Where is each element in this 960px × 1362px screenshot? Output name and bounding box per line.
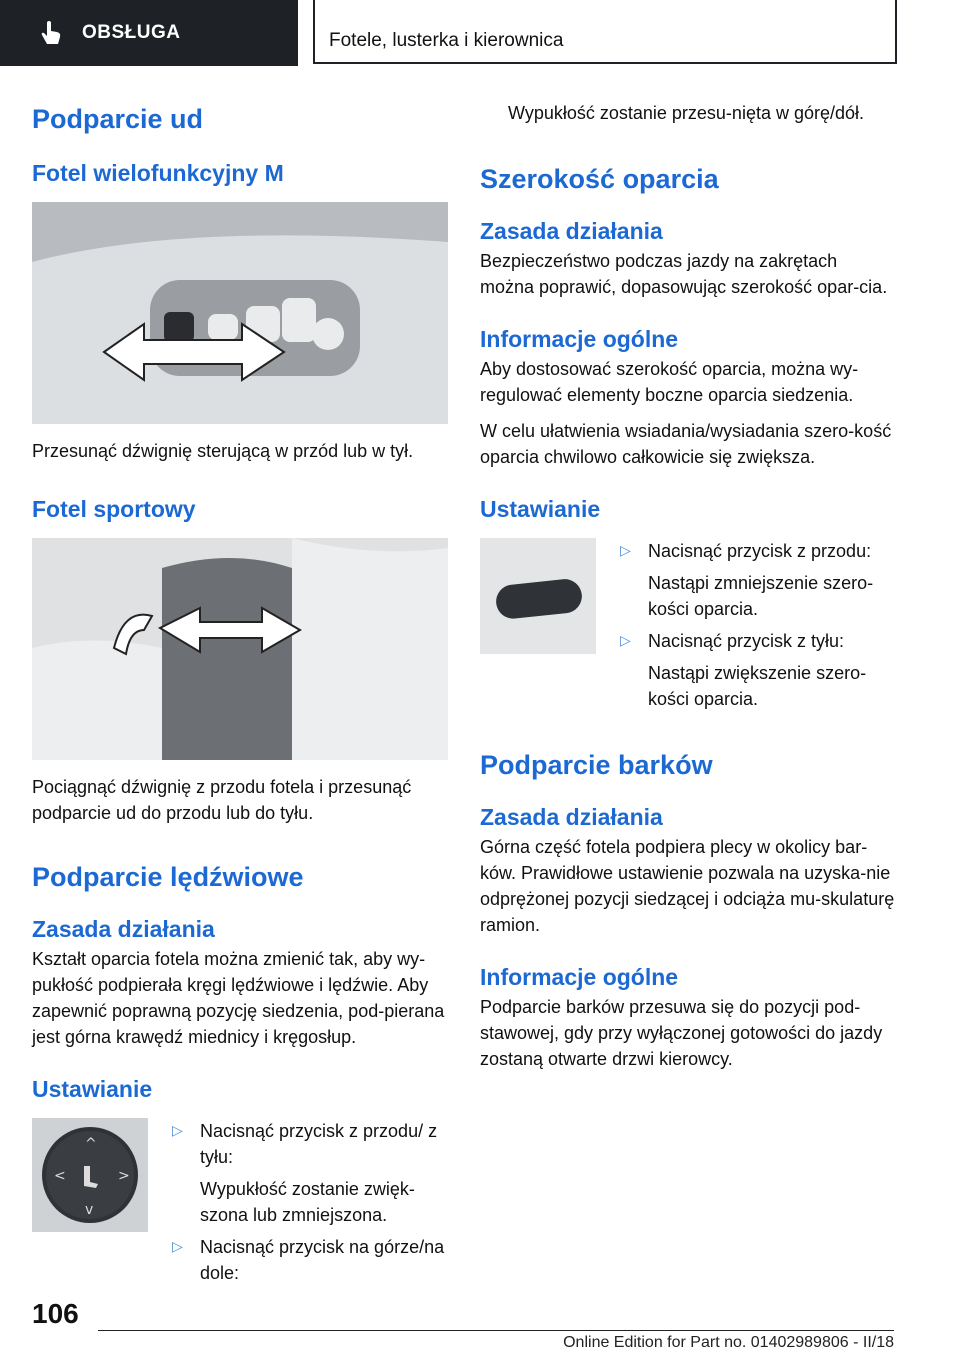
heading-szerokosc-oparcia: Szerokość oparcia	[480, 164, 719, 194]
heading-ustawianie-2: Ustawianie	[480, 496, 601, 522]
text-zasada-barkow: Górna część fotela podpiera plecy w okolicy bar-ków. Prawidłowe ustawienie pozwala na uzyska-nie odprężonej pozycji siedzącej i odciąża mu-skulaturę ramion.	[480, 837, 895, 935]
heading-informacje-ogolne: Informacje ogólne	[480, 326, 679, 352]
page-number: 106	[32, 1298, 79, 1329]
heading-zasada-dzialania-3: Zasada działania	[480, 804, 663, 830]
list-item-detail: Nastąpi zmniejszenie szero-kości oparcia.	[648, 573, 874, 619]
list-item-detail: Nastąpi zwiększenie szero-kości oparcia.	[648, 663, 867, 709]
chapter-header	[313, 0, 897, 64]
seat-controls-image	[32, 202, 448, 424]
triangle-bullet-icon: ▷	[620, 632, 631, 648]
heading-fotel-wielofunkcyjny: Fotel wielofunkcyjny M	[32, 160, 284, 186]
svg-text:v: v	[85, 1202, 94, 1218]
svg-text:<: <	[54, 1168, 66, 1184]
text-informacje-barkow: Podparcie barków przesuwa się do pozycji pod-stawowej, gdy przy wyłączonej gotowości do jazdy zostaną otwarte drzwi kierowcy.	[480, 997, 883, 1069]
sport-seat-image	[32, 538, 448, 760]
triangle-bullet-icon: ▷	[172, 1122, 183, 1138]
heading-podparcie-barkow: Podparcie barków	[480, 750, 713, 780]
text-wielofunkcyjny: Przesunąć dźwignię sterującą w przód lub w tył.	[32, 441, 414, 461]
heading-fotel-sportowy: Fotel sportowy	[32, 496, 196, 522]
list-item: ▷ Nacisnąć przycisk z tyłu:	[620, 628, 896, 654]
text-zasada-szerokosc: Bezpieczeństwo podczas jazdy na zakrętach można poprawić, dopasowując szerokość opar-cia.	[480, 251, 888, 297]
heading-ustawianie: Ustawianie	[32, 1076, 153, 1102]
heading-podparcie-ledzwiowe: Podparcie lędźwiowe	[32, 862, 304, 892]
continued-text: Wypukłość zostanie przesu-nięta w górę/dół.	[508, 103, 865, 123]
svg-text:^: ^	[85, 1136, 97, 1152]
list-item: ▷ Nacisnąć przycisk z przodu:	[620, 538, 896, 564]
right-column	[480, 100, 896, 1072]
svg-text:>: >	[118, 1168, 130, 1184]
triangle-bullet-icon: ▷	[620, 542, 631, 558]
list-item: ▷ Nacisnąć przycisk z przodu/ z tyłu:	[172, 1118, 448, 1170]
section-tab	[0, 0, 298, 66]
list-item: ▷ Nacisnąć przycisk na górze/na dole:	[172, 1234, 448, 1286]
heading-zasada-dzialania: Zasada działania	[32, 916, 215, 942]
triangle-bullet-icon: ▷	[172, 1238, 183, 1254]
hand-pointer-icon	[40, 20, 62, 46]
heading-informacje-ogolne-2: Informacje ogólne	[480, 964, 679, 990]
footer-divider	[98, 1330, 894, 1331]
chapter-title: Fotele, lusterka i kierownica	[329, 30, 564, 51]
width-button-image	[480, 538, 596, 654]
text-informacje-1: Aby dostosować szerokość oparcia, można wy-regulować elementy boczne oparcia siedzenia.	[480, 359, 859, 405]
left-column	[32, 100, 448, 1286]
text-sportowy: Pociągnąć dźwignię z przodu fotela i przesunąć podparcie ud do przodu lub do tyłu.	[32, 777, 412, 823]
text-zasada-dzialania: Kształt oparcia fotela można zmienić tak, aby wy-pukłość podpierała kręgi lędźwiowe i lędźwie. Aby zapewnić poprawną pozycję siedzenia, pod-pierana jest górna krawędź miednicy i kręgosłup.	[32, 949, 445, 1047]
edition-text: Online Edition for Part no. 01402989806 - II/18	[563, 1334, 894, 1351]
lumbar-control-image	[32, 1118, 148, 1232]
heading-zasada-dzialania-2: Zasada działania	[480, 218, 663, 244]
list-item-detail: Wypukłość zostanie zwięk-szona lub zmniejszona.	[200, 1179, 415, 1225]
heading-podparcie-ud: Podparcie ud	[32, 104, 204, 134]
text-informacje-2: W celu ułatwienia wsiadania/wysiadania szero-kość oparcia chwilowo całkowicie się zwiększa.	[480, 421, 892, 467]
section-label: OBSŁUGA	[82, 22, 181, 43]
